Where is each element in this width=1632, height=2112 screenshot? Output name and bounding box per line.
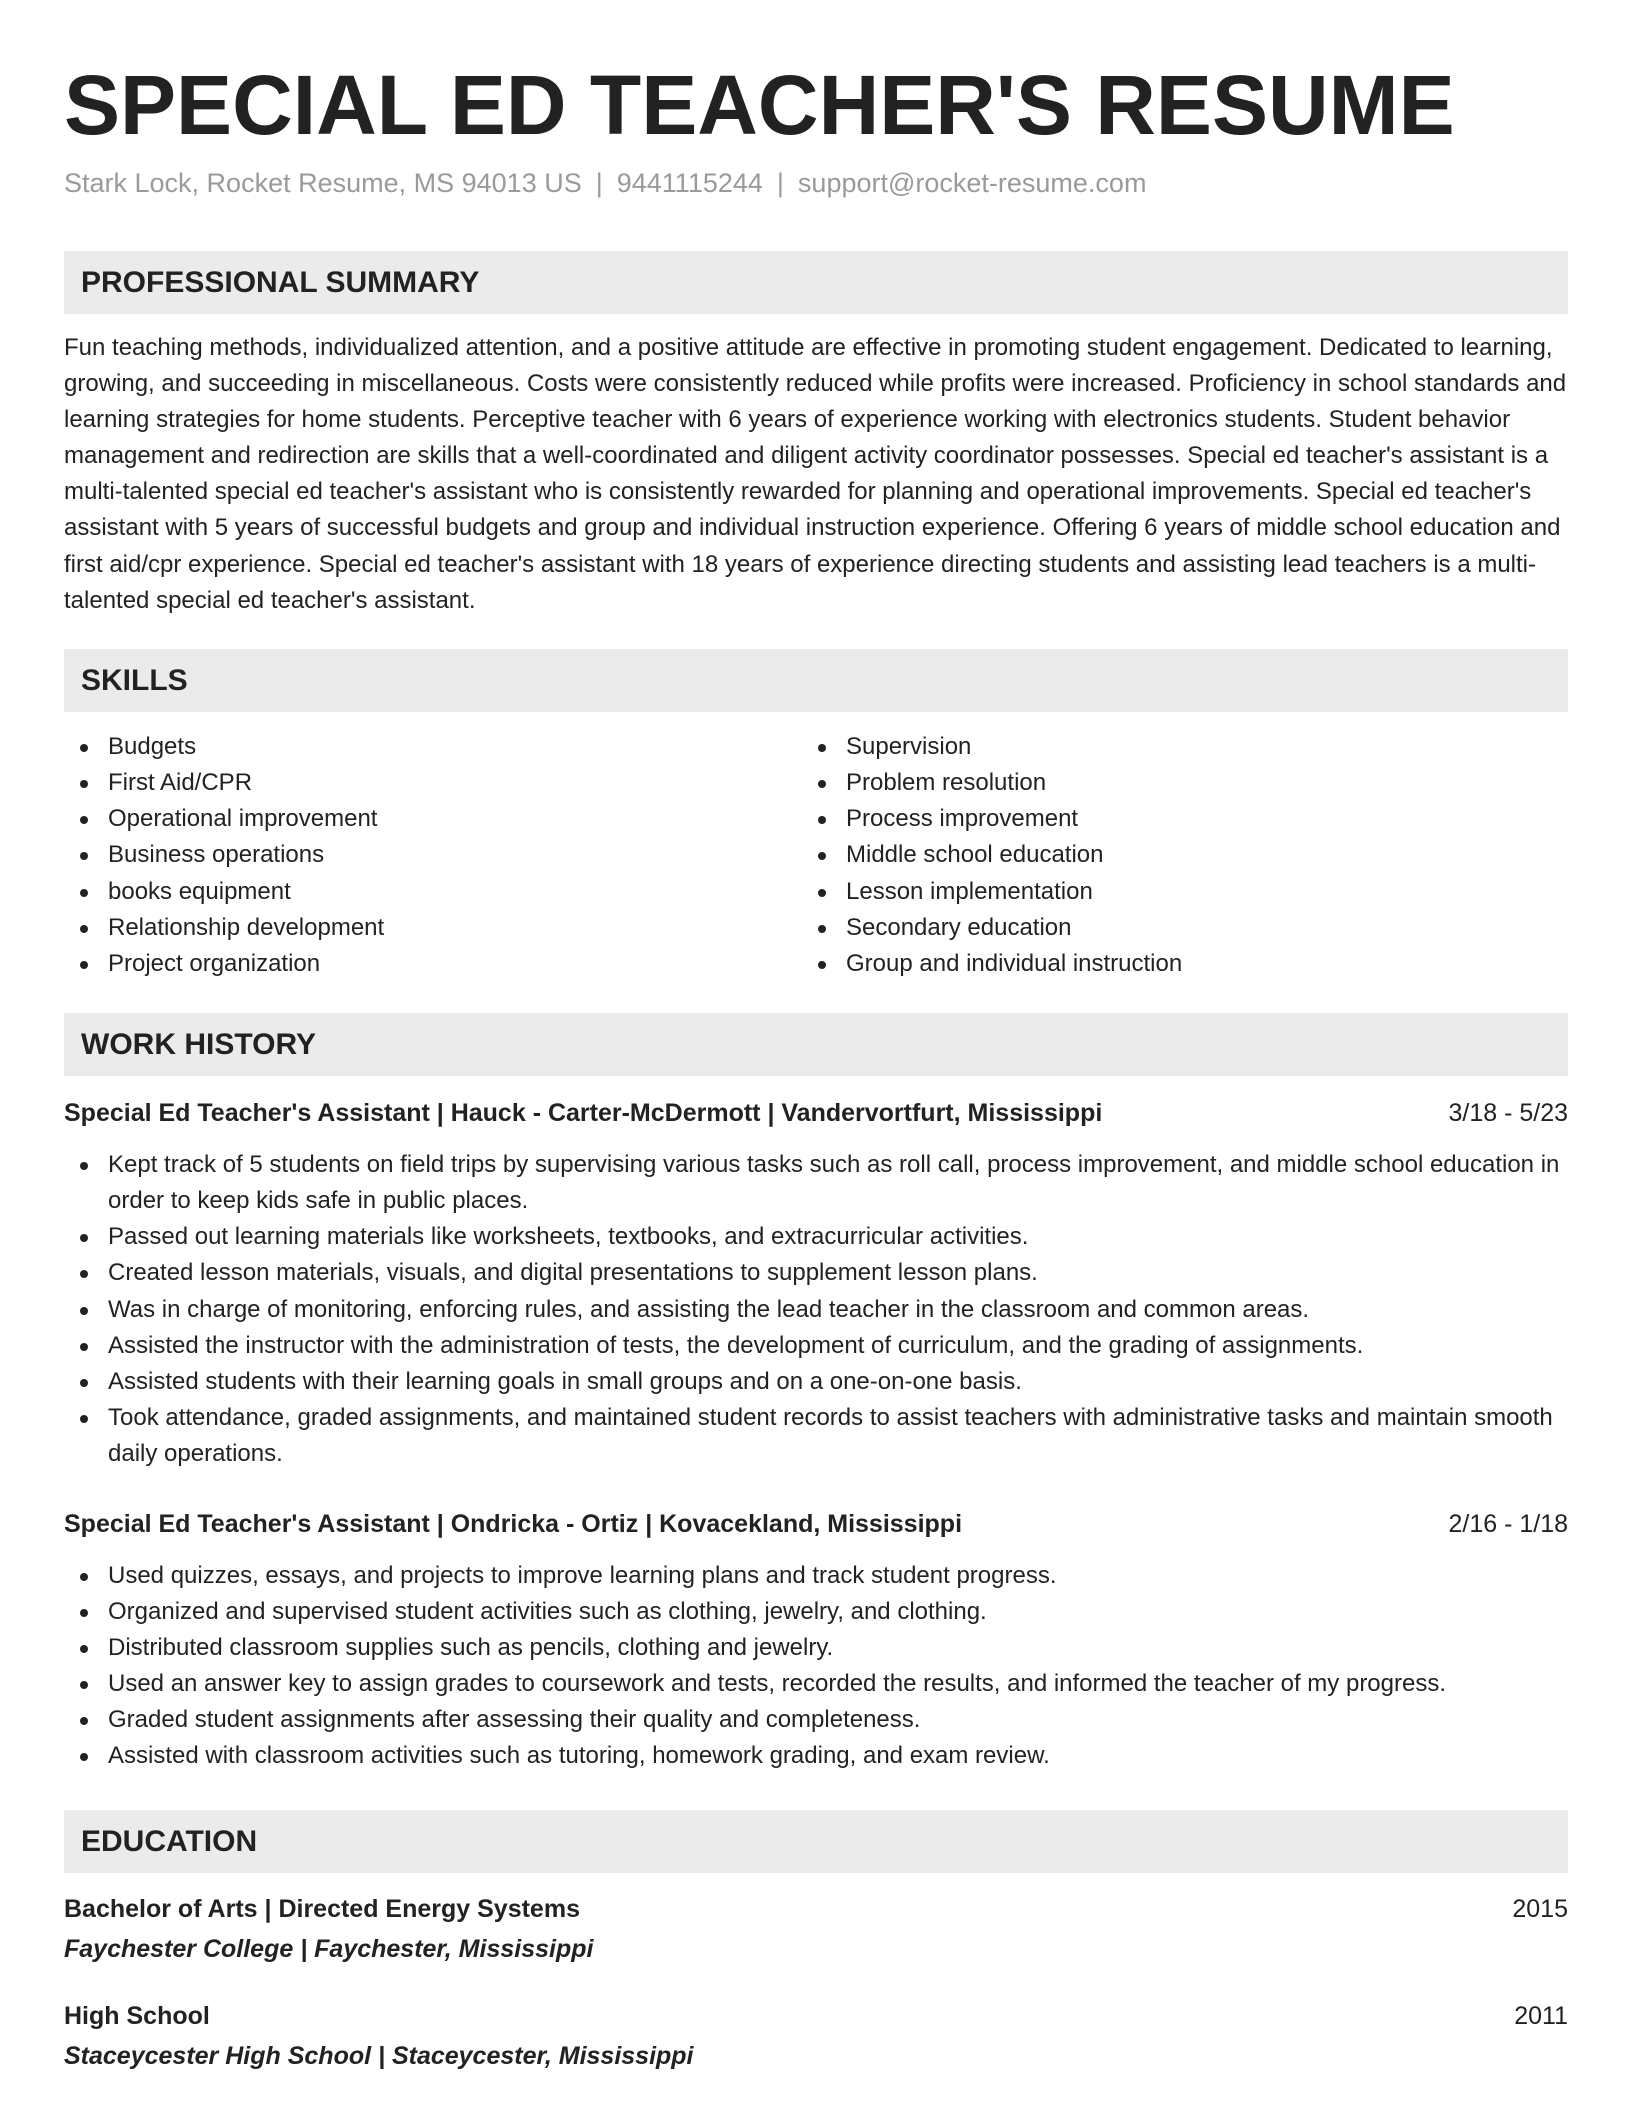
job-bullet-list	[64, 1558, 1568, 1775]
contact-separator: |	[595, 168, 603, 198]
skills-list	[64, 729, 1568, 982]
job-bullet: Distributed classroom supplies such as pencils, clothing and jewelry.	[64, 1630, 1568, 1666]
summary-text: Fun teaching methods, individualized attention, and a positive attitude are effective in promoting student engagement. Dedicated to learning, growing, and succeeding in miscellaneous. Costs were consistently reduced while profits were increased. Proficiency in school standards and learning strategies for home students. Perceptive teacher with 6 years of experience working with electronics students. Student behavior management and redirection are skills that a well-coordinated and diligent activity coordinator possesses. Special ed teacher's assistant is a multi-talented special ed teacher's assistant who is consistently rewarded for planning and operational improvements. Special ed teacher's assistant with 5 years of successful budgets and group and individual instruction experience. Offering 6 years of middle school education and first aid/cpr experience. Special ed teacher's assistant with 18 years of experience directing students and assisting lead teachers is a multi-talented special ed teacher's assistant.	[64, 334, 1567, 614]
job-bullet: Was in charge of monitoring, enforcing rules, and assisting the lead teacher in the classroom and common areas.	[64, 1292, 1568, 1328]
job-bullet: Used quizzes, essays, and projects to improve learning plans and track student progress.	[64, 1558, 1568, 1594]
job-bullet: Assisted the instructor with the administration of tests, the development of curriculum, and the grading of assignments.	[64, 1328, 1568, 1364]
job-title: Special Ed Teacher's Assistant | Hauck - Carter-McDermott | Vandervortfurt, Mississippi	[64, 1099, 1103, 1128]
job-header	[64, 1095, 1568, 1131]
contact-phone: 9441115244	[616, 168, 763, 198]
job-dates: 3/18 - 5/23	[1448, 1099, 1568, 1128]
education-header	[64, 1998, 1568, 2034]
skill-item: Problem resolution	[802, 765, 1562, 801]
contact-email: support@rocket-resume.com	[797, 168, 1147, 198]
skill-item: First Aid/CPR	[64, 765, 802, 801]
resume-title: SPECIAL ED TEACHER'S RESUME	[64, 58, 1455, 152]
skill-item: Relationship development	[64, 910, 802, 946]
skill-item: Budgets	[64, 729, 802, 765]
skill-item: Business operations	[64, 837, 802, 873]
contact-line	[64, 165, 1568, 201]
skill-item: Group and individual instruction	[802, 946, 1562, 982]
job-entry	[64, 1095, 1568, 1472]
job-entry	[64, 1506, 1568, 1775]
section-header-work-history: WORK HISTORY	[64, 1013, 1568, 1076]
job-bullet-list	[64, 1147, 1568, 1472]
skill-item: books equipment	[64, 874, 802, 910]
job-bullet: Created lesson materials, visuals, and digital presentations to supplement lesson plans.	[64, 1255, 1568, 1291]
skill-item: Operational improvement	[64, 801, 802, 837]
contact-separator: |	[776, 168, 784, 198]
skill-item: Supervision	[802, 729, 1562, 765]
education-header	[64, 1891, 1568, 1927]
education-entry	[64, 1891, 1568, 1967]
education-degree: High School	[64, 2001, 210, 2030]
job-bullet: Organized and supervised student activities such as clothing, jewelry, and clothing.	[64, 1594, 1568, 1630]
skill-item: Lesson implementation	[802, 874, 1562, 910]
section-header-education: EDUCATION	[64, 1810, 1568, 1873]
job-title: Special Ed Teacher's Assistant | Ondricka - Ortiz | Kovacekland, Mississippi	[64, 1510, 963, 1539]
job-dates: 2/16 - 1/18	[1448, 1510, 1568, 1539]
job-bullet: Assisted with classroom activities such as tutoring, homework grading, and exam review.	[64, 1738, 1568, 1774]
job-header	[64, 1506, 1568, 1542]
education-school: Faychester College | Faychester, Mississippi	[64, 1934, 594, 1963]
skills-column-left	[64, 729, 802, 982]
job-bullet: Passed out learning materials like worksheets, textbooks, and extracurricular activities.	[64, 1219, 1568, 1255]
education-entry	[64, 1998, 1568, 2074]
skill-item: Middle school education	[802, 837, 1562, 873]
skill-item: Project organization	[64, 946, 802, 982]
job-bullet: Used an answer key to assign grades to coursework and tests, recorded the results, and informed the teacher of my progress.	[64, 1666, 1568, 1702]
job-bullet: Took attendance, graded assignments, and maintained student records to assist teachers with administrative tasks and maintain smooth daily operations.	[64, 1400, 1568, 1472]
section-header-summary: PROFESSIONAL SUMMARY	[64, 251, 1568, 314]
skill-item: Process improvement	[802, 801, 1562, 837]
skill-item: Secondary education	[802, 910, 1562, 946]
section-header-skills: SKILLS	[64, 649, 1568, 712]
education-year: 2015	[1512, 1894, 1568, 1923]
education-school: Staceycester High School | Staceycester, Mississippi	[64, 2041, 694, 2070]
job-bullet: Graded student assignments after assessing their quality and completeness.	[64, 1702, 1568, 1738]
education-degree: Bachelor of Arts | Directed Energy Systems	[64, 1894, 580, 1923]
education-year: 2011	[1514, 2001, 1568, 2030]
job-bullet: Kept track of 5 students on field trips by supervising various tasks such as roll call, process improvement, and middle school education in order to keep kids safe in public places.	[64, 1147, 1568, 1219]
job-bullet: Assisted students with their learning goals in small groups and on a one-on-one basis.	[64, 1364, 1568, 1400]
contact-address: Stark Lock, Rocket Resume, MS 94013 US	[64, 168, 582, 198]
skills-column-right	[802, 729, 1562, 982]
